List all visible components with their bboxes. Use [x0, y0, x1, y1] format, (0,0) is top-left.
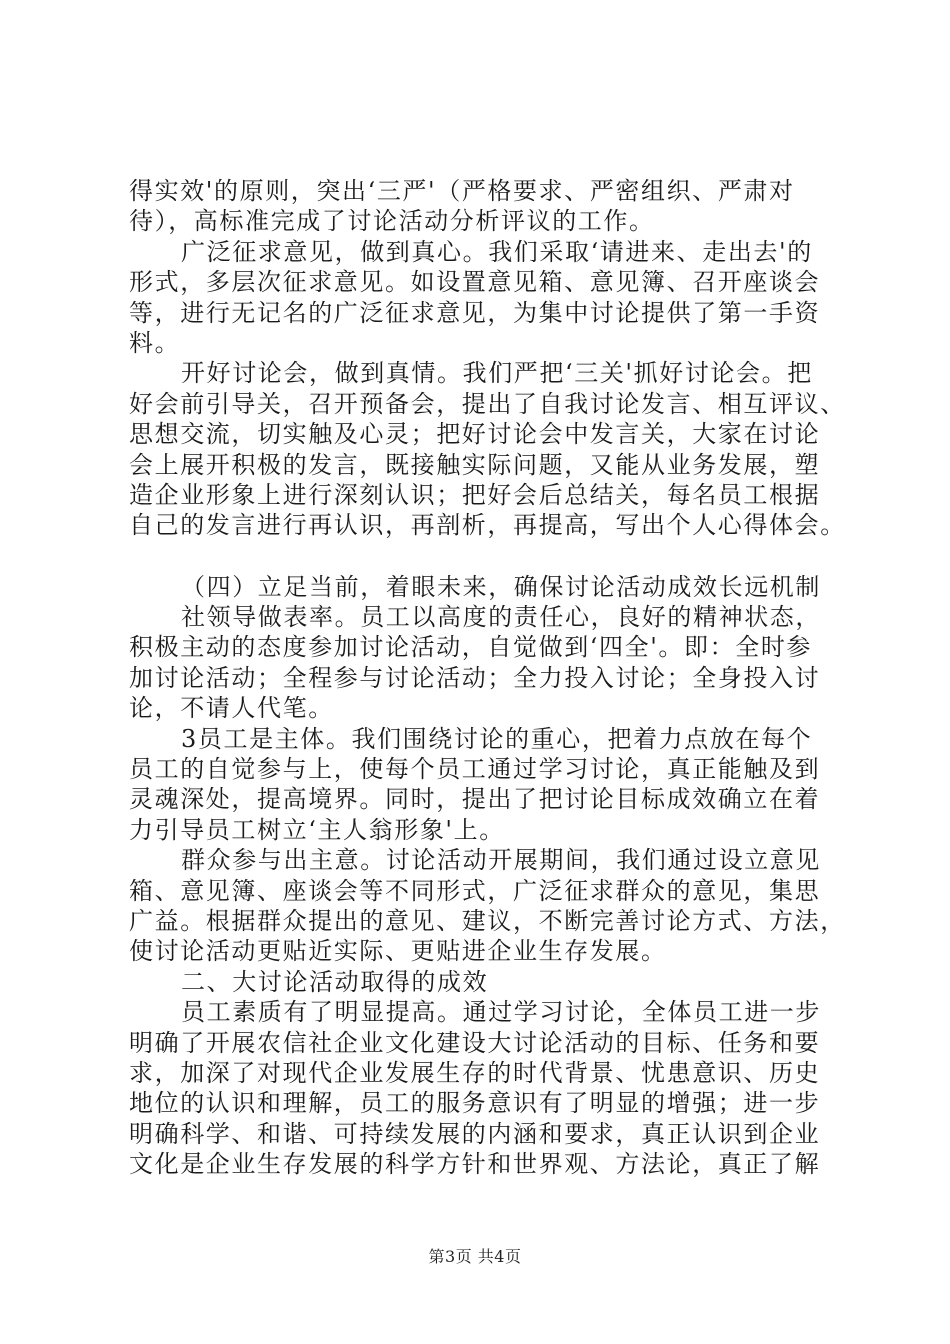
text-line: 得实效'的原则，突出‘三严'（严格要求、严密组织、严肃对: [129, 177, 795, 205]
text-line: 员工素质有了明显提高。通过学习讨论，全体员工进一步: [181, 998, 821, 1027]
text-line: 造企业形象上进行深刻认识；把好会后总结关，每名员工根据: [129, 480, 821, 509]
page-footer: 第3页 共4页: [428, 1247, 522, 1266]
text-line: 灵魂深处，提高境界。同时，提出了把讨论目标成效确立在着: [129, 785, 821, 814]
text-line: 地位的认识和理解，员工的服务意识有了明显的增强；进一步: [129, 1089, 821, 1118]
text-line: 员工的自觉参与上，使每个员工通过学习讨论，真正能触及到: [129, 755, 821, 784]
text-line: 广益。根据群众提出的意见、建议，不断完善讨论方式、方法，: [129, 906, 846, 935]
text-line: 待），高标准完成了讨论活动分析评议的工作。: [129, 207, 655, 236]
text-line: 自己的发言进行再认识，再剖析，再提高，写出个人心得体会。: [129, 511, 846, 540]
text-line: 加讨论活动；全程参与讨论活动；全力投入讨论；全身投入讨: [129, 663, 821, 692]
text-line: 好会前引导关，召开预备会，提出了自我讨论发言、相互评议、: [129, 389, 846, 418]
document-body: [129, 176, 846, 1180]
text-line: 使讨论活动更贴近实际、更贴进企业生存发展。: [129, 937, 667, 966]
section-heading: 二、大讨论活动取得的成效: [181, 967, 489, 996]
text-line: 形式，多层次征求意见。如设置意见箱、意见簿、召开座谈会: [129, 268, 821, 297]
paragraph-gap: [129, 541, 831, 572]
text-line: 箱、意见簿、座谈会等不同形式，广泛征求群众的意见，集思: [129, 876, 821, 905]
text-line: 料。: [129, 328, 181, 357]
section-heading: （四）立足当前，着眼未来，确保讨论活动成效长远机制: [181, 572, 821, 601]
text-line: 3员工是主体。我们围绕讨论的重心，把着力点放在每个: [181, 724, 813, 753]
text-line: 论，不请人代笔。: [129, 694, 334, 723]
text-line: 文化是企业生存发展的科学方针和世界观、方法论，真正了解: [129, 1150, 821, 1179]
text-line: 开好讨论会，做到真情。我们严把‘三关'抓好讨论会。把: [181, 359, 813, 388]
text-line: 群众参与出主意。讨论活动开展期间，我们通过设立意见: [181, 846, 821, 875]
text-line: 积极主动的态度参加讨论活动，自觉做到‘四全'。即：全时参: [129, 633, 813, 662]
text-line: 等，进行无记名的广泛征求意见，为集中讨论提供了第一手资: [129, 298, 821, 327]
text-line: 明确了开展农信社企业文化建设大讨论活动的目标、任务和要: [129, 1028, 821, 1057]
text-line: 求，加深了对现代企业发展生存的时代背景、忧患意识、历史: [129, 1058, 821, 1087]
text-line: 会上展开积极的发言，既接触实际问题，又能从业务发展，塑: [129, 450, 821, 479]
text-line: 思想交流，切实触及心灵；把好讨论会中发言关，大家在讨论: [129, 420, 821, 449]
text-line: 广泛征求意见，做到真心。我们采取‘请进来、走出去'的: [181, 237, 813, 266]
text-line: 力引导员工树立‘主人翁形象'上。: [129, 815, 505, 844]
text-line: 明确科学、和谐、可持续发展的内涵和要求，真正认识到企业: [129, 1119, 821, 1148]
text-line: 社领导做表率。员工以高度的责任心，良好的精神状态，: [181, 603, 821, 632]
